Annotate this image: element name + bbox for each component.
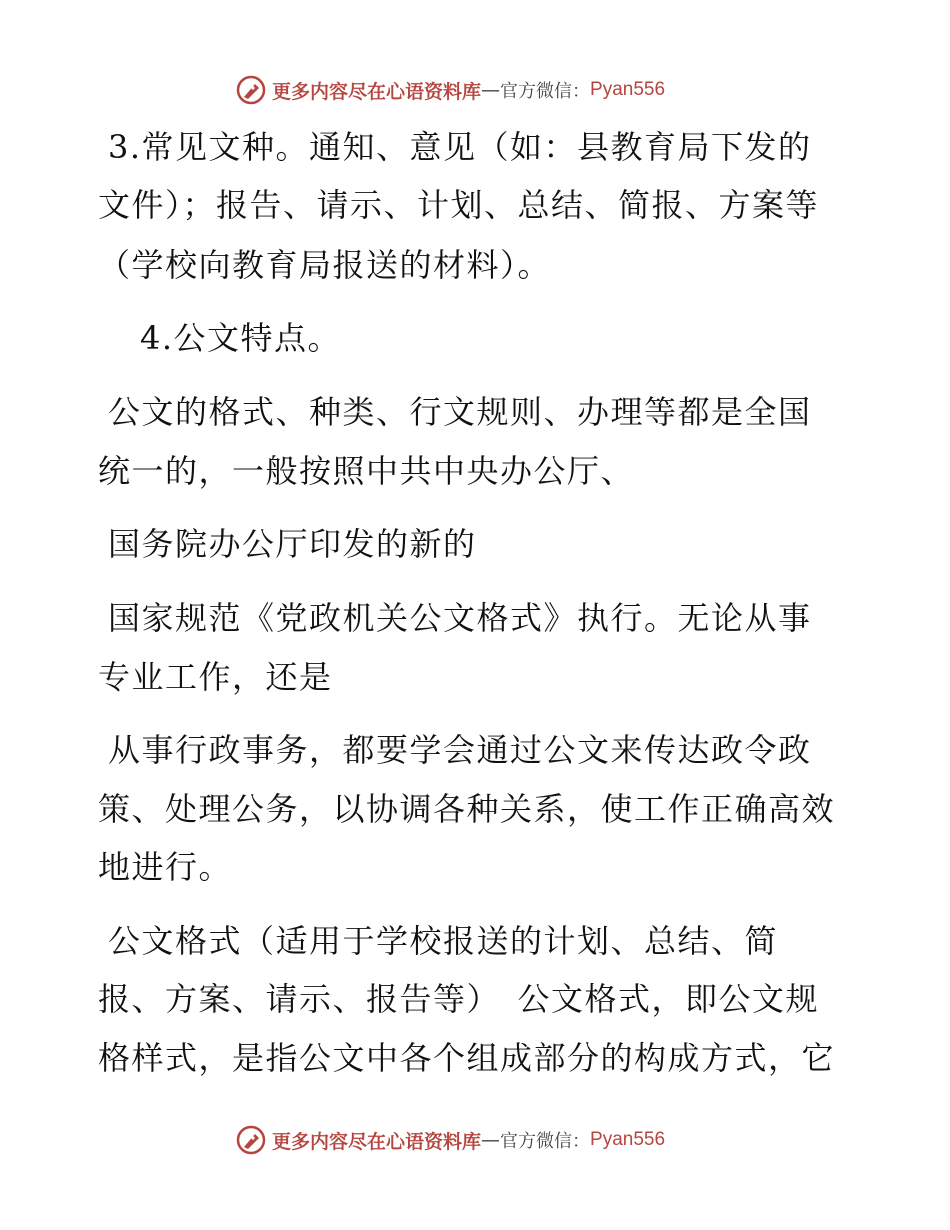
watermark-label: 官方微信： — [500, 1131, 591, 1152]
watermark-label: 官方微信： — [500, 81, 591, 102]
text-line: 格样式，是指公文中各个组成部分的构成方式，它 — [98, 1039, 836, 1077]
text-line: 公文的格式、种类、行文规则、办理等都是全国 — [108, 393, 812, 431]
footer-watermark — [236, 1122, 665, 1158]
text-line: 国务院办公厅印发的新的 — [108, 525, 477, 563]
text-line: 统一的，一般按照中共中央办公厅、 — [98, 452, 635, 490]
text-line: 国家规范《党政机关公文格式》执行。无论从事 — [108, 599, 812, 637]
text-line: 从事行政事务，都要学会通过公文来传达政令政 — [108, 731, 812, 769]
watermark-id: Pyan556 — [590, 79, 666, 100]
pen-nib-icon — [236, 1125, 266, 1155]
watermark-text: 更多内容尽在心语资料库 — [272, 80, 482, 103]
text-line: （学校向教育局报送的材料）。 — [98, 246, 552, 284]
watermark-separator: — — [481, 1129, 501, 1151]
text-line: 报、方案、请示、报告等） 公文格式，即公文规 — [98, 980, 820, 1018]
text-line: 4.公文特点。 — [140, 319, 342, 357]
watermark-id: Pyan556 — [590, 1129, 666, 1150]
text-line: 策、处理公务，以协调各种关系，使工作正确高效 — [98, 790, 836, 828]
watermark-separator: — — [481, 79, 501, 101]
text-line: 专业工作，还是 — [98, 658, 333, 696]
pen-nib-icon — [236, 75, 266, 105]
text-line: 公文格式（适用于学校报送的计划、总结、简 — [108, 922, 779, 960]
text-line: 地进行。 — [98, 848, 233, 886]
text-line: 文件）；报告、请示、计划、总结、简报、方案等 — [98, 186, 820, 224]
header-watermark — [236, 72, 665, 108]
text-line: 3.常见文种。通知、意见（如：县教育局下发的 — [108, 128, 812, 166]
watermark-text: 更多内容尽在心语资料库 — [272, 1130, 482, 1153]
